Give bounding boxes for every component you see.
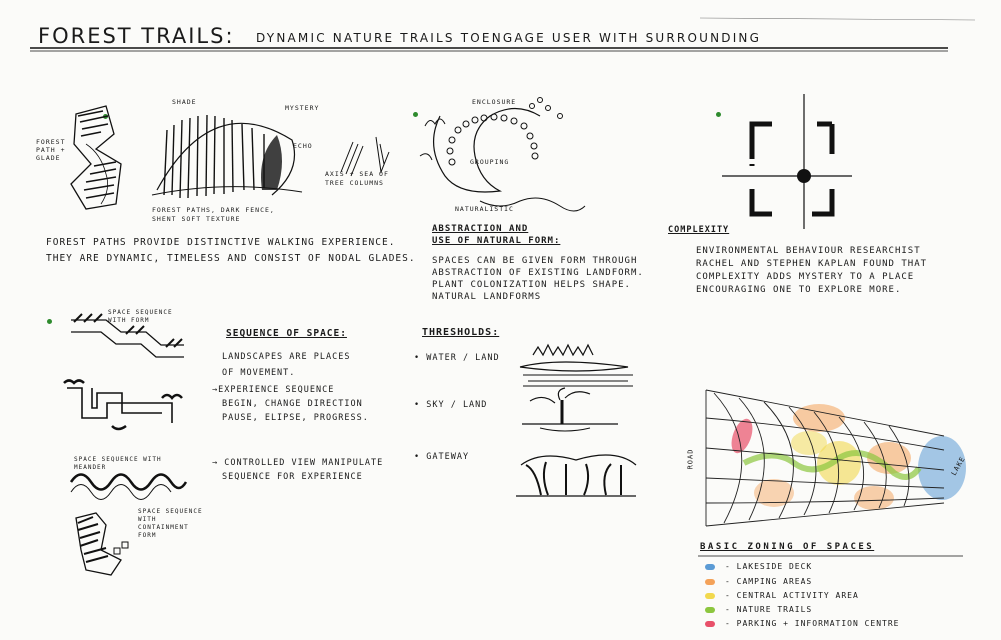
forest-paths-text-2: THEY ARE DYNAMIC, TIMELESS AND CONSIST OF NODAL GLADES. <box>46 253 416 264</box>
abstraction-heading-2: USE OF NATURAL FORM: <box>432 236 561 246</box>
mystery-label: MYSTERY <box>285 104 320 112</box>
legend-label: - CAMPING AREAS <box>725 577 813 586</box>
sequence-text1-1: LANDSCAPES ARE PLACES <box>222 352 351 362</box>
legend-label: - NATURE TRAILS <box>725 605 813 614</box>
zone-central-activity <box>791 431 827 455</box>
legend-swatch <box>705 564 715 570</box>
complexity-text-4: ENCOURAGING ONE TO EXPLORE MORE. <box>696 285 902 295</box>
legend-swatch <box>705 579 715 585</box>
enclosure-label: ENCLOSURE <box>472 98 517 106</box>
abstraction-text-2: ABSTRACTION OF EXISTING LANDFORM. <box>432 268 644 278</box>
zone-camping-area <box>854 486 894 510</box>
lake-label: LAKE <box>949 454 968 478</box>
legend-item <box>705 562 812 571</box>
sequence-sketch-2 <box>62 378 182 438</box>
complexity-text-2: RACHEL AND STEPHEN KAPLAN FOUND THAT <box>696 259 928 269</box>
zoning-heading-underline <box>698 554 968 560</box>
zoning-heading: BASIC ZONING OF SPACES <box>700 542 875 552</box>
abstraction-text-3: PLANT COLONIZATION HELPS SHAPE. <box>432 280 631 290</box>
sequence-sketch1-label: SPACE SEQUENCE WITH FORM <box>108 309 173 324</box>
sequence-sketch-4 <box>66 508 146 578</box>
sequence-heading: SEQUENCE OF SPACE: <box>226 328 347 339</box>
threshold-item-3: • GATEWAY <box>414 452 470 462</box>
legend-swatch <box>705 621 715 627</box>
threshold-item-2: • SKY / LAND <box>414 400 488 410</box>
sequence-sketch4-label: SPACE SEQUENCE WITH CONTAINMENT FORM <box>138 508 203 539</box>
echo-label: ECHO <box>293 142 313 150</box>
legend-label: - CENTRAL ACTIVITY AREA <box>725 591 859 600</box>
forest-path-plan-sketch <box>66 104 136 214</box>
shade-label: SHADE <box>172 98 197 106</box>
bullet-dot <box>716 112 721 117</box>
forest-caption: FOREST PATHS, DARK FENCE, SHENT SOFT TEXTURE <box>152 206 275 223</box>
complexity-heading: COMPLEXITY <box>668 225 730 235</box>
sequence-text2-2: BEGIN, CHANGE DIRECTION <box>222 399 363 409</box>
zoning-map <box>704 388 974 528</box>
sequence-sketch3-label: SPACE SEQUENCE WITH MEANDER <box>74 456 162 471</box>
threshold-sky-land-sketch <box>520 388 620 438</box>
threshold-water-land-sketch <box>518 345 638 390</box>
legend-item <box>705 605 812 614</box>
sequence-text3-1: → CONTROLLED VIEW MANIPULATE <box>212 458 384 468</box>
sequence-text3-2: SEQUENCE FOR EXPERIENCE <box>222 472 363 482</box>
legend-item <box>705 577 812 586</box>
forest-path-label: FOREST PATH + GLADE <box>36 138 66 162</box>
forest-paths-text-1: FOREST PATHS PROVIDE DISTINCTIVE WALKING EXPERIENCE. <box>46 237 396 248</box>
abstraction-heading-1: ABSTRACTION AND <box>432 224 529 234</box>
threshold-item-1: • WATER / LAND <box>414 353 500 363</box>
sequence-text1-2: OF MOVEMENT. <box>222 368 296 378</box>
complexity-text-1: ENVIRONMENTAL BEHAVIOUR RESEARCHIST <box>696 246 921 256</box>
legend-label: - LAKESIDE DECK <box>725 562 813 571</box>
page-subtitle: DYNAMIC NATURE TRAILS TOENGAGE USER WITH SURROUNDING <box>256 31 762 45</box>
sequence-sketch-3 <box>66 462 186 502</box>
road-label: ROAD <box>686 448 695 470</box>
complexity-sketch <box>722 94 852 234</box>
naturalistic-label: NATURALISTIC <box>455 205 514 213</box>
abstraction-text-4: NATURAL LANDFORMS <box>432 292 542 302</box>
sequence-text2-3: PAUSE, ELIPSE, PROGRESS. <box>222 413 369 423</box>
legend-label: - PARKING + INFORMATION CENTRE <box>725 619 900 628</box>
axis-label: AXIS + SEA OF TREE COLUMNS <box>325 170 389 187</box>
legend-item <box>705 619 900 628</box>
legend-swatch <box>705 593 715 599</box>
bullet-dot <box>47 319 52 324</box>
bullet-dot <box>413 112 418 117</box>
sequence-sketch-1 <box>66 310 186 365</box>
page-title: FOREST TRAILS: <box>38 24 235 48</box>
threshold-gateway-sketch <box>516 450 636 500</box>
complexity-text-3: COMPLEXITY ADDS MYSTERY TO A PLACE <box>696 272 915 282</box>
forest-perspective-sketch <box>152 100 302 210</box>
thresholds-heading: THRESHOLDS: <box>422 327 500 338</box>
abstraction-text-1: SPACES CAN BE GIVEN FORM THROUGH <box>432 256 638 266</box>
legend-item <box>705 591 859 600</box>
title-underline <box>0 0 1001 60</box>
legend-swatch <box>705 607 715 613</box>
grouping-label: GROUPING <box>470 158 510 166</box>
sequence-text2-1: →EXPERIENCE SEQUENCE <box>212 385 335 395</box>
